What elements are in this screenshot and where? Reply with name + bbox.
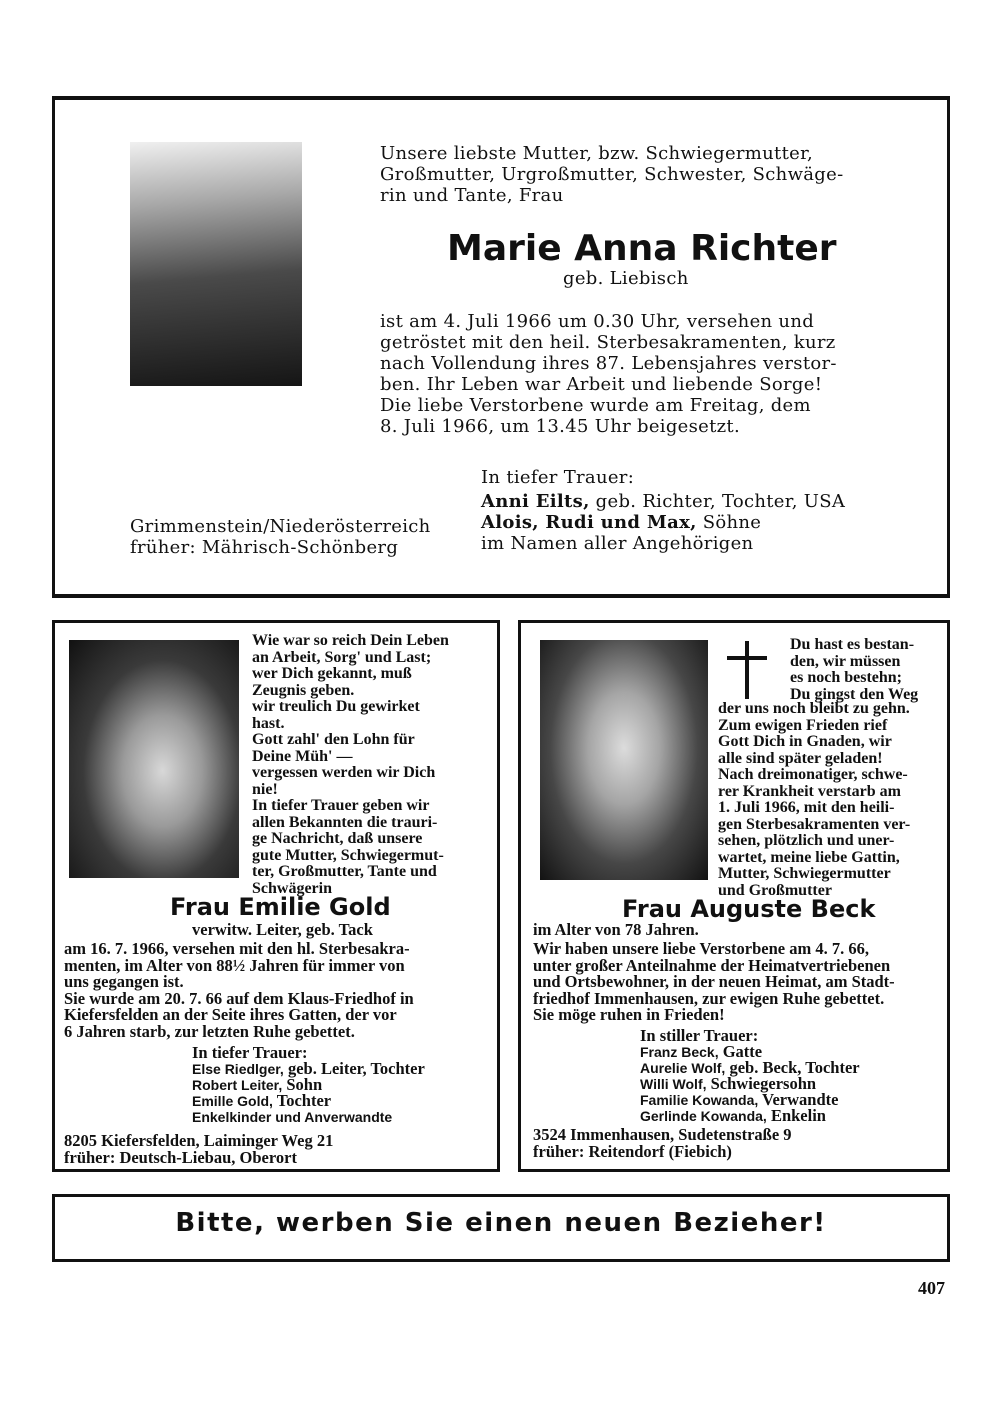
- left-mourner-3: [192, 1093, 331, 1110]
- top-location-2: früher: Mährisch-Schönberg: [130, 537, 399, 558]
- mourner-relation: Schwiegersohn: [706, 1074, 817, 1093]
- left-body: am 16. 7. 1966, versehen mit den hl. Sterbesakra- menten, im Alter von 88½ Jahren für immer von uns gegangen ist. Sie wurde am 20. 7. 66 auf dem Klaus-Friedhof in Kiefersfelden an der Seite ihres Gatten, der vor 6 Jahren starb, zur letzten Ruhe gebettet.: [64, 939, 414, 1041]
- mourner-relation: geb. Leiter, Tochter: [283, 1059, 425, 1078]
- mourner-name: Familie Kowanda,: [640, 1092, 759, 1108]
- mourner-name: Robert Leiter,: [192, 1077, 283, 1093]
- right-age: im Alter von 78 Jahren.: [533, 920, 699, 939]
- portrait-photo-beck: [540, 640, 708, 880]
- mourner-name: Anni Eilts,: [481, 491, 590, 512]
- top-mourner-2: [481, 512, 761, 533]
- mourner-name: Aurelie Wolf,: [640, 1060, 726, 1076]
- top-mourner-1: [481, 491, 845, 512]
- top-body: ist am 4. Juli 1966 um 0.30 Uhr, versehen und getröstet mit den heil. Sterbesakramenten, kurz nach Vollendung ihres 87. Lebensjahres verstor- ben. Ihr Leben war Arbeit und liebende Sorge! Die liebe Verstorbene wurde am Freitag, dem 8. Juli 1966, um 13.45 Uhr beigesetzt.: [380, 311, 837, 437]
- left-deceased-name: Frau Emilie Gold: [170, 893, 391, 921]
- left-address: 8205 Kiefersfelden, Laiminger Weg 21 früher: Deutsch-Liebau, Oberort: [64, 1131, 334, 1167]
- mourner-name: Alois, Rudi und Max,: [481, 512, 697, 533]
- top-location-1: Grimmenstein/Niederösterreich: [130, 516, 431, 537]
- mourner-relation: Verwandte: [758, 1090, 839, 1109]
- right-mourner-5: [640, 1108, 826, 1125]
- top-mourning-label: In tiefer Trauer:: [481, 467, 635, 488]
- top-intro: Unsere liebste Mutter, bzw. Schwiegermutter, Großmutter, Urgroßmutter, Schwester, Schwäge- rin und Tante, Frau: [380, 143, 844, 206]
- mourner-relation: Gatte: [718, 1042, 763, 1061]
- top-deceased-name: Marie Anna Richter: [447, 228, 837, 269]
- mourner-name: Willi Wolf,: [640, 1076, 707, 1092]
- right-address: 3524 Immenhausen, Sudetenstraße 9 früher: Reitendorf (Fiebich): [533, 1125, 792, 1161]
- mourner-name: Franz Beck,: [640, 1044, 719, 1060]
- portrait-photo-richter: [130, 142, 302, 386]
- mourner-relation: Söhne: [696, 512, 762, 533]
- left-mourning-label: In tiefer Trauer:: [192, 1043, 308, 1062]
- mourner-relation: Tochter: [272, 1091, 332, 1110]
- left-poem: Wie war so reich Dein Leben an Arbeit, Sorg' und Last; wer Dich gekannt, muß Zeugnis geben. wir treulich Du gewirket hast. Gott zahl' den Lohn für Deine Müh' — vergessen werden wir Dich nie! In tiefer Trauer geben wir allen Bekannten die trauri- ge Nachricht, daß unsere gute Mutter, Schwiegermut- ter, Großmutter, Tante und Schwägerin: [252, 632, 449, 897]
- right-cross-text: Du hast es bestan- den, wir müssen es noch bestehn; Du gingst den Weg: [790, 636, 919, 703]
- mourner-name: Emille Gold,: [192, 1093, 273, 1109]
- top-maiden-name: geb. Liebisch: [563, 268, 689, 289]
- right-mourning-label: In stiller Trauer:: [640, 1026, 759, 1045]
- mourner-relation: geb. Richter, Tochter, USA: [589, 491, 846, 512]
- cross-bar: [727, 656, 767, 660]
- page-number: 407: [918, 1278, 945, 1298]
- left-maiden-name: verwitw. Leiter, geb. Tack: [192, 920, 373, 939]
- mourner-relation: Enkelin: [766, 1106, 826, 1125]
- mourner-name: Gerlinde Kowanda,: [640, 1108, 767, 1124]
- top-mourner-3: im Namen aller Angehörigen: [481, 533, 754, 554]
- right-poem: der uns noch bleibt zu gehn. Zum ewigen Frieden rief Gott Dich in Gnaden, wir alle sind später geladen! Nach dreimonatiger, schwe- rer Krankheit verstarb am 1. Juli 1966, mit den heili- gen Sterbesakramenten ver- sehen, plötzlich und uner- wartet, meine liebe Gattin, Mutter, Schwiegermutter und Großmutter: [718, 700, 911, 899]
- subscriber-banner: Bitte, werben Sie einen neuen Bezieher!: [175, 1208, 827, 1238]
- mourner-name: Else Riedlger,: [192, 1061, 284, 1077]
- mourner-relation: Sohn: [282, 1075, 323, 1094]
- right-body: Wir haben unsere liebe Verstorbene am 4. 7. 66, unter großer Anteilnahme der Heimatvertriebenen und Ortsbewohner, in der neuen Heimat, am Stadt- friedhof Immenhausen, zur ewigen Ruhe gebettet. Sie möge ruhen in Frieden!: [533, 939, 895, 1024]
- mourner-relation: geb. Beck, Tochter: [725, 1058, 860, 1077]
- cross-icon: [745, 641, 749, 699]
- portrait-photo-gold: [69, 640, 239, 878]
- right-deceased-name: Frau Auguste Beck: [622, 895, 876, 923]
- left-mourner-4: Enkelkinder und Anverwandte: [192, 1109, 393, 1125]
